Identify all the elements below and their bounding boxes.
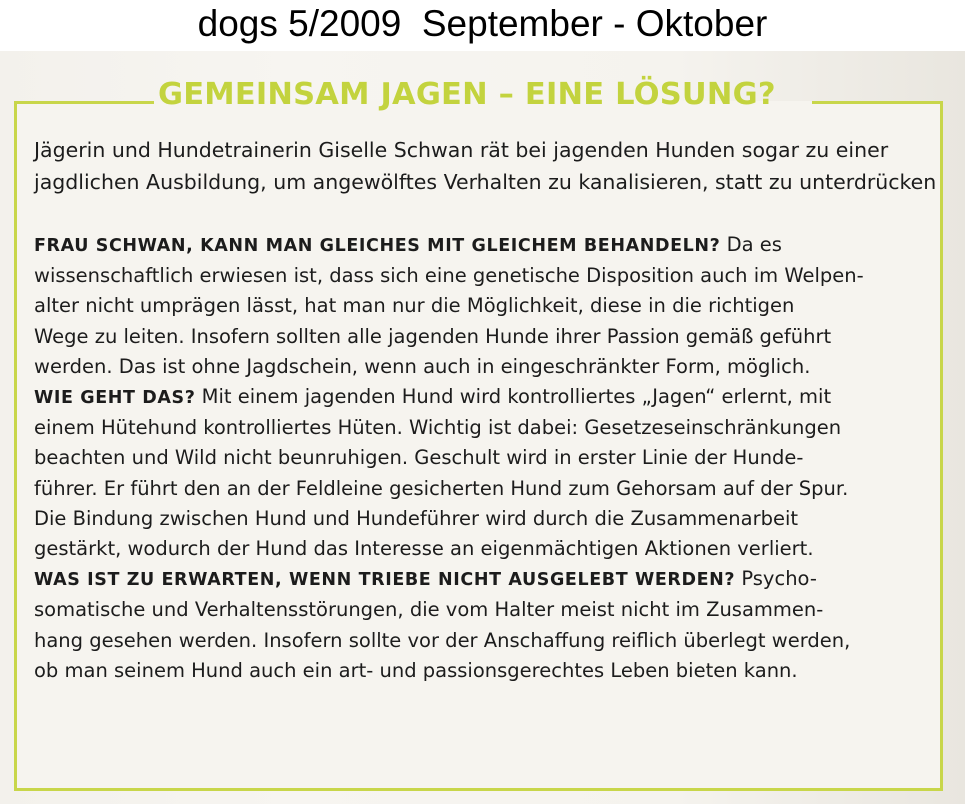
answer-text: Mit einem jagenden Hund wird kontrolliertes „Jagen“ erlernt, mit <box>195 385 832 409</box>
body-line: führer. Er führt den an der Feldleine gesicherten Hund zum Gehorsam auf der Spur. <box>34 476 849 500</box>
body-line: Die Bindung zwischen Hund und Hundeführer wird durch die Zusammenarbeit <box>34 506 799 530</box>
intro-line: jagdlichen Ausbildung, um angewölftes Verhalten zu kanalisieren, statt zu unterdrücken <box>34 170 937 194</box>
frame-top-right-rule <box>812 101 943 104</box>
body-line: somatische und Verhaltensstörungen, die vom Halter meist nicht im Zusammen- <box>34 598 824 622</box>
body-line: werden. Das ist ohne Jagdschein, wenn auch in eingeschränkter Form, möglich. <box>34 354 811 378</box>
body-line: Wege zu leiten. Insofern sollten alle jagenden Hunde ihrer Passion gemäß geführt <box>34 324 832 348</box>
body-line: beachten und Wild nicht beunruhigen. Geschult wird in erster Linie der Hunde- <box>34 446 804 470</box>
question-2: WIE GEHT DAS? <box>34 388 196 409</box>
body-line: einem Hütehund kontrolliertes Hüten. Wichtig ist dabei: Gesetzeseinschränkungen <box>34 416 842 440</box>
answer-text: Da es <box>720 233 782 256</box>
body-line <box>34 564 924 595</box>
frame-top-left-rule <box>14 101 154 104</box>
body-line <box>34 382 924 413</box>
answer-text: Psycho- <box>735 567 817 591</box>
body-line <box>34 230 924 261</box>
body-line: wissenschaftlich erwiesen ist, dass sich eine genetische Disposition auch im Welpen- <box>34 264 864 288</box>
body-line: hang gesehen werden. Insofern sollte vor der Anschaffung reiflich überlegt werden, <box>34 628 851 652</box>
article-intro <box>34 134 937 198</box>
question-3: WAS IST ZU ERWARTEN, WENN TRIEBE NICHT AUSGELEBT WERDEN? <box>34 570 736 591</box>
body-line: gestärkt, wodurch der Hund das Interesse an eigenmächtigen Aktionen verliert. <box>34 537 814 561</box>
intro-line: Jägerin und Hundetrainerin Giselle Schwan rät bei jagenden Hunden sogar zu einer <box>34 138 889 162</box>
document-caption: dogs 5/2009 September - Oktober <box>197 3 768 44</box>
question-1: FRAU SCHWAN, KANN MAN GLEICHES MIT GLEICHEM BEHANDELN? <box>34 236 721 256</box>
article-headline: GEMEINSAM JAGEN – EINE LÖSUNG? <box>158 77 776 112</box>
body-line: ob man seinem Hund auch ein art- und passionsgerechtes Leben bieten kann. <box>34 658 798 682</box>
article-body <box>34 230 924 686</box>
body-line: alter nicht umprägen lässt, hat man nur die Möglichkeit, diese in die richtigen <box>34 294 795 318</box>
